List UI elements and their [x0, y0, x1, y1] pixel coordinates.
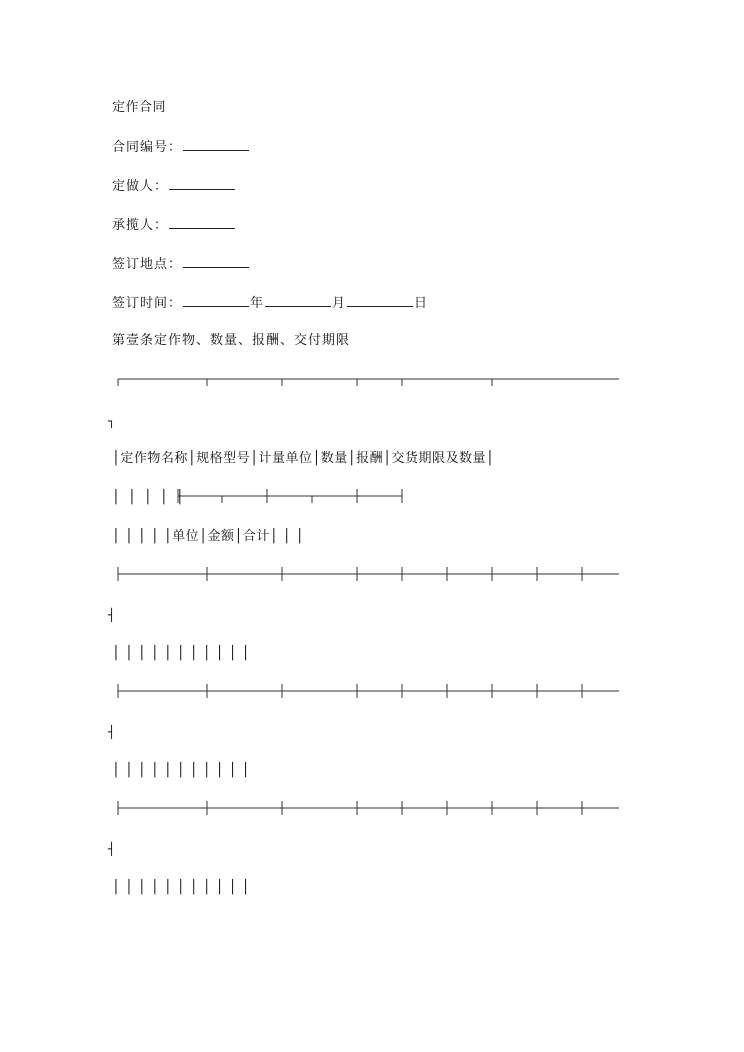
signing-time-label: 签订时间： [112, 296, 183, 311]
table-tee-mark-3: ┤ [108, 842, 117, 856]
document-title: 定作合同 [112, 100, 167, 115]
table-empty-row-2: │ │ │ │ │ │ │ │ │ │ │ [112, 763, 250, 778]
signing-place-label: 签订地点： [112, 257, 183, 272]
contract-number-label: 合同编号： [112, 140, 183, 155]
table-header-spacer-row: │ │ │ │ │ [112, 490, 186, 505]
table-corner-mark-1: ┐ [108, 414, 117, 428]
contractor-label: 承揽人： [112, 218, 169, 233]
article-1-heading: 第壹条定作物、数量、报酬、交付期限 [112, 333, 351, 348]
table-empty-row-1: │ │ │ │ │ │ │ │ │ │ │ [112, 646, 250, 661]
table-tee-mark-2: ┤ [108, 725, 117, 739]
table-sub-header-row: │ │ │ │ │单位│金额│合计│ │ │ [112, 529, 305, 544]
orderer-label: 定做人： [112, 179, 169, 194]
month-label: 月 [332, 296, 347, 311]
table-empty-row-3: │ │ │ │ │ │ │ │ │ │ │ [112, 880, 250, 895]
day-label: 日 [414, 296, 429, 311]
table-header-row: │定作物名称│规格型号│计量单位│数量│报酬│交货期限及数量│ [112, 451, 495, 466]
table-tee-mark-1: ┤ [108, 608, 117, 622]
year-label: 年 [250, 296, 265, 311]
